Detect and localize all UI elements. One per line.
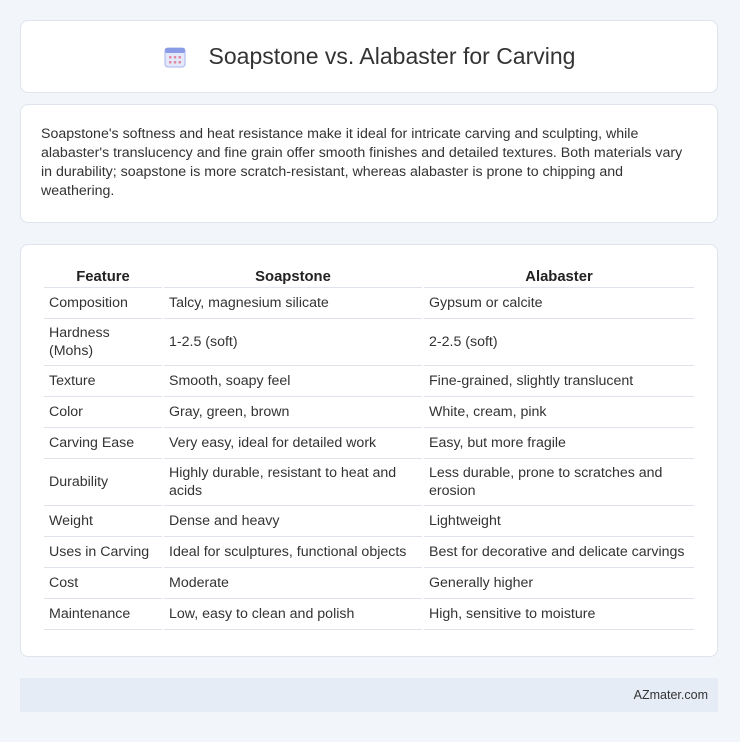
table-header-row [44, 265, 694, 288]
alabaster-cell: Lightweight [424, 506, 694, 537]
page-title: Soapstone vs. Alabaster for Carving [208, 43, 576, 69]
soapstone-cell: 1-2.5 (soft) [164, 319, 422, 366]
alabaster-cell: Generally higher [424, 568, 694, 599]
intro-card [20, 104, 718, 223]
feature-cell: Weight [44, 506, 162, 537]
alabaster-cell: Gypsum or calcite [424, 288, 694, 319]
table-row [44, 599, 694, 630]
soapstone-cell: Dense and heavy [164, 506, 422, 537]
feature-cell: Cost [44, 568, 162, 599]
table-row [44, 537, 694, 568]
table-row [44, 319, 694, 366]
alabaster-cell: Easy, but more fragile [424, 428, 694, 459]
column-header-feature: Feature [44, 265, 162, 288]
table-row [44, 366, 694, 397]
table-row [44, 288, 694, 319]
title-card [20, 20, 718, 93]
table-row [44, 428, 694, 459]
table-row [44, 459, 694, 506]
comparison-table [42, 265, 696, 630]
feature-cell: Texture [44, 366, 162, 397]
alabaster-cell: White, cream, pink [424, 397, 694, 428]
footer-brand: AZmater.com [633, 688, 708, 702]
soapstone-cell: Talcy, magnesium silicate [164, 288, 422, 319]
column-header-soapstone: Soapstone [164, 265, 422, 288]
alabaster-cell: Fine-grained, slightly translucent [424, 366, 694, 397]
soapstone-cell: Low, easy to clean and polish [164, 599, 422, 630]
soapstone-cell: Gray, green, brown [164, 397, 422, 428]
table-row [44, 568, 694, 599]
feature-cell: Uses in Carving [44, 537, 162, 568]
comparison-table-card [20, 244, 718, 657]
alabaster-cell: Less durable, prone to scratches and erosion [424, 459, 694, 506]
intro-text: Soapstone's softness and heat resistance make it ideal for intricate carving and sculpting, while alabaster's translucency and fine grain offer smooth finishes and detailed textures. Both materials vary in durability; soapstone is more scratch-resistant, whereas alabaster is prone to chipping and weathering. [41, 126, 683, 199]
feature-cell: Hardness (Mohs) [44, 319, 162, 366]
feature-cell: Durability [44, 459, 162, 506]
feature-cell: Maintenance [44, 599, 162, 630]
soapstone-cell: Smooth, soapy feel [164, 366, 422, 397]
feature-cell: Color [44, 397, 162, 428]
table-row [44, 506, 694, 537]
feature-cell: Carving Ease [44, 428, 162, 459]
table-row [44, 397, 694, 428]
soapstone-cell: Highly durable, resistant to heat and acids [164, 459, 422, 506]
column-header-alabaster: Alabaster [424, 265, 694, 288]
soapstone-cell: Moderate [164, 568, 422, 599]
footer [20, 678, 718, 712]
soapstone-cell: Ideal for sculptures, functional objects [164, 537, 422, 568]
alabaster-cell: Best for decorative and delicate carvings [424, 537, 694, 568]
alabaster-cell: High, sensitive to moisture [424, 599, 694, 630]
calendar-grid-icon [163, 45, 187, 69]
soapstone-cell: Very easy, ideal for detailed work [164, 428, 422, 459]
alabaster-cell: 2-2.5 (soft) [424, 319, 694, 366]
feature-cell: Composition [44, 288, 162, 319]
